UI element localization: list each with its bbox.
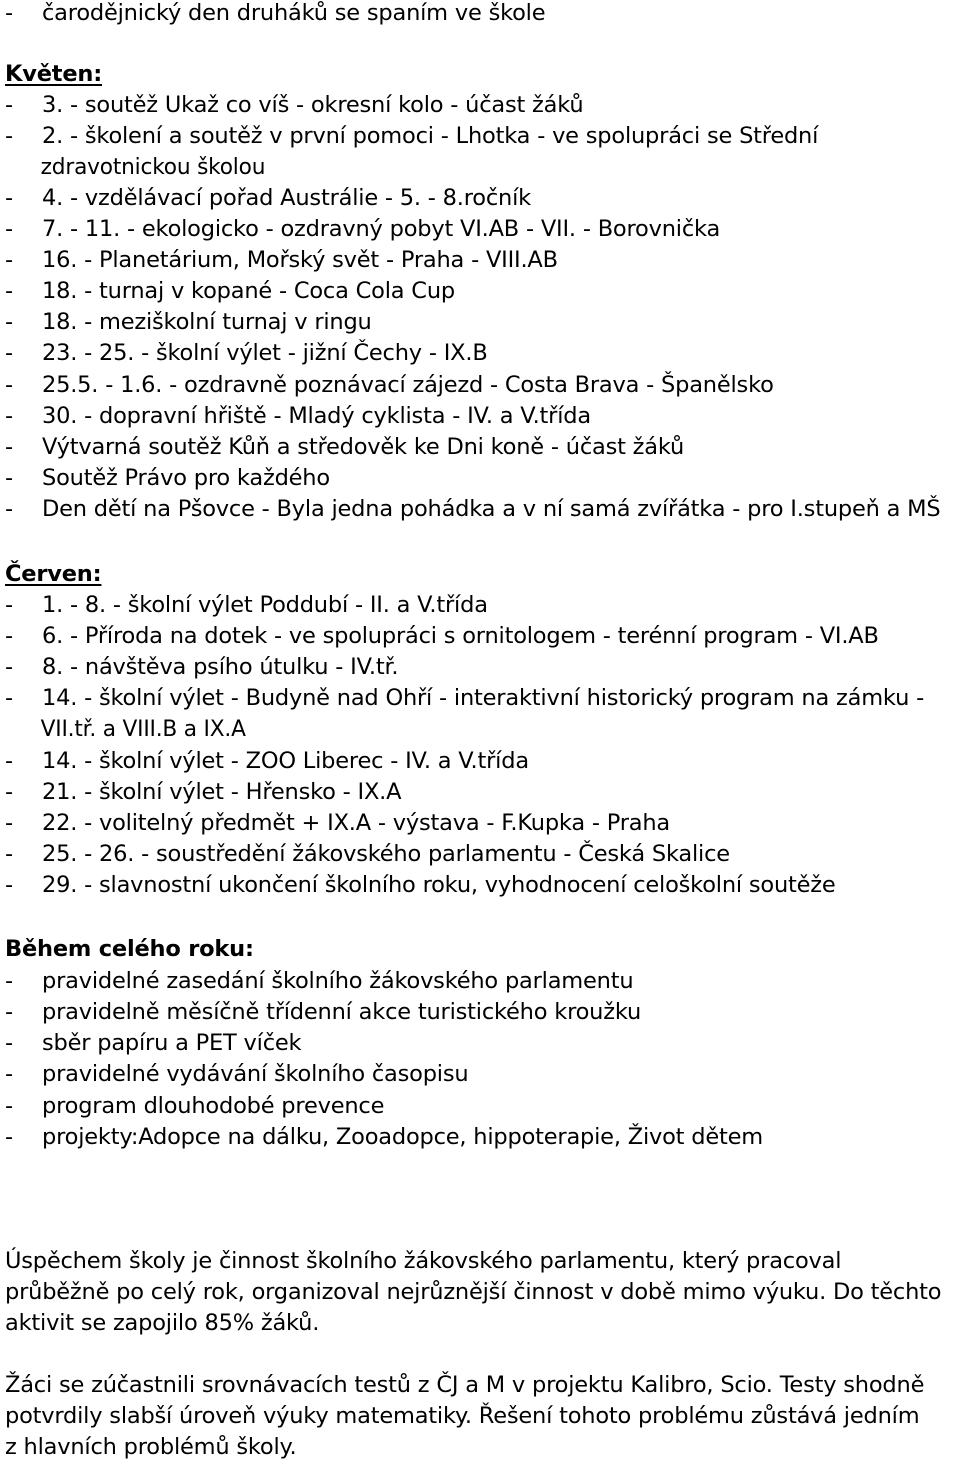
list-item-text: Soutěž Právo pro každého <box>42 465 330 491</box>
bullet-dash: - <box>5 247 13 273</box>
section-heading: Během celého roku: <box>5 936 254 962</box>
list-item-text: pravidelné vydávání školního časopisu <box>42 1061 469 1087</box>
bullet-dash: - <box>5 123 13 149</box>
list-item <box>5 839 960 870</box>
list-item <box>5 870 960 901</box>
list-item-text: 4. - vzdělávací pořad Austrálie - 5. - 8.ročník <box>42 185 531 211</box>
bullet-dash: - <box>5 434 13 460</box>
list-item-text: 14. - školní výlet - Budyně nad Ohří - interaktivní historický program na zámku - <box>42 685 924 711</box>
list-item-continuation <box>5 152 960 183</box>
list-item-text: projekty:Adopce na dálku, Zooadopce, hippoterapie, Život dětem <box>42 1124 763 1150</box>
bullet-dash: - <box>5 372 13 398</box>
list-item-text: VII.tř. a VIII.B a IX.A <box>40 716 246 742</box>
list-item-text: 25.5. - 1.6. - ozdravně poznávací zájezd - Costa Brava - Španělsko <box>42 372 774 398</box>
list-item-text: 30. - dopravní hřiště - Mladý cyklista - IV. a V.třída <box>42 403 591 429</box>
list-item-text: 23. - 25. - školní výlet - jižní Čechy - IX.B <box>42 340 488 366</box>
bullet-dash: - <box>5 403 13 429</box>
paragraph-line: z hlavních problémů školy. <box>5 1434 297 1460</box>
list-item <box>5 683 960 714</box>
section-heading: Červen: <box>5 561 102 587</box>
list-item <box>5 245 960 276</box>
list-item <box>5 432 960 463</box>
bullet-dash: - <box>5 685 13 711</box>
list-item <box>5 621 960 652</box>
paragraph-line: aktivit se zapojilo 85% žáků. <box>5 1310 320 1336</box>
paragraph-line: Úspěchem školy je činnost školního žákovského parlamentu, který pracoval <box>5 1248 842 1274</box>
list-item-text: 18. - meziškolní turnaj v ringu <box>42 309 372 335</box>
paragraph-line: Žáci se zúčastnili srovnávacích testů z ČJ a M v projektu Kalibro, Scio. Testy shodně <box>5 1372 925 1398</box>
list-item <box>5 214 960 245</box>
list-item-text: 14. - školní výlet - ZOO Liberec - IV. a V.třída <box>42 748 529 774</box>
list-item <box>5 494 960 525</box>
list-item-text: 29. - slavnostní ukončení školního roku, vyhodnocení celoškolní soutěže <box>42 872 836 898</box>
bullet-dash: - <box>5 216 13 242</box>
bullet-dash: - <box>5 841 13 867</box>
bullet-dash: - <box>5 496 13 522</box>
bullet-dash: - <box>5 92 13 118</box>
list-item <box>5 1028 960 1059</box>
bullet-dash: - <box>5 465 13 491</box>
list-item <box>5 307 960 338</box>
bullet-dash: - <box>5 340 13 366</box>
list-item <box>5 1091 960 1122</box>
bullet-dash: - <box>5 0 13 26</box>
bullet-dash: - <box>5 748 13 774</box>
list-item <box>5 590 960 621</box>
list-item-text: 21. - školní výlet - Hřensko - IX.A <box>42 779 402 805</box>
list-item <box>5 808 960 839</box>
list-item-text: pravidelně měsíčně třídenní akce turistického kroužku <box>42 999 642 1025</box>
bullet-dash: - <box>5 623 13 649</box>
list-item-text: pravidelné zasedání školního žákovského parlamentu <box>42 968 634 994</box>
bullet-dash: - <box>5 779 13 805</box>
section-heading: Květen: <box>5 61 102 87</box>
bullet-dash: - <box>5 1093 13 1119</box>
paragraph-line: potvrdily slabší úroveň výuky matematiky. Řešení tohoto problému zůstává jedním <box>5 1403 920 1429</box>
list-item-text: 22. - volitelný předmět + IX.A - výstava - F.Kupka - Praha <box>42 810 671 836</box>
list-item <box>5 370 960 401</box>
list-item-text: 6. - Příroda na dotek - ve spolupráci s ornitologem - terénní program - VI.AB <box>42 623 879 649</box>
list-item <box>5 777 960 808</box>
list-item <box>5 997 960 1028</box>
bullet-dash: - <box>5 999 13 1025</box>
list-item-text: 3. - soutěž Ukaž co víš - okresní kolo - účast žáků <box>42 92 584 118</box>
list-item-text: sběr papíru a PET víček <box>42 1030 302 1056</box>
list-item-text: Výtvarná soutěž Kůň a středověk ke Dni koně - účast žáků <box>42 434 685 460</box>
list-item-text: program dlouhodobé prevence <box>42 1093 385 1119</box>
bullet-dash: - <box>5 1124 13 1150</box>
list-item <box>5 121 960 152</box>
list-item-text: 2. - školení a soutěž v první pomoci - Lhotka - ve spolupráci se Střední <box>42 123 819 149</box>
list-item-text: 16. - Planetárium, Mořský svět - Praha - VIII.AB <box>42 247 558 273</box>
list-item <box>5 746 960 777</box>
list-item-text: 25. - 26. - soustředění žákovského parlamentu - Česká Skalice <box>42 841 730 867</box>
bullet-dash: - <box>5 309 13 335</box>
list-item <box>5 652 960 683</box>
list-item <box>5 1122 960 1153</box>
list-item-continuation <box>5 714 960 745</box>
list-item-text: 1. - 8. - školní výlet Poddubí - II. a V.třída <box>42 592 488 618</box>
list-item <box>5 90 960 121</box>
list-item <box>5 183 960 214</box>
bullet-dash: - <box>5 810 13 836</box>
paragraph-line: průběžně po celý rok, organizoval nejrůznější činnost v době mimo výuku. Do těchto <box>5 1279 942 1305</box>
bullet-dash: - <box>5 185 13 211</box>
bullet-dash: - <box>5 278 13 304</box>
bullet-dash: - <box>5 968 13 994</box>
bullet-dash: - <box>5 654 13 680</box>
list-item-text: čarodějnický den druháků se spaním ve škole <box>42 0 546 26</box>
list-item-text: zdravotnickou školou <box>40 154 266 180</box>
list-item <box>5 276 960 307</box>
list-item <box>5 338 960 369</box>
list-item <box>5 966 960 997</box>
bullet-dash: - <box>5 592 13 618</box>
list-item <box>5 401 960 432</box>
list-item-text: 8. - návštěva psího útulku - IV.tř. <box>42 654 399 680</box>
list-item-text: 7. - 11. - ekologicko - ozdravný pobyt VI.AB - VII. - Borovnička <box>42 216 721 242</box>
list-item <box>5 463 960 494</box>
list-item-text: 18. - turnaj v kopané - Coca Cola Cup <box>42 278 455 304</box>
bullet-dash: - <box>5 1030 13 1056</box>
list-item-text: Den dětí na Pšovce - Byla jedna pohádka a v ní samá zvířátka - pro I.stupeň a MŠ <box>42 496 941 522</box>
bullet-dash: - <box>5 872 13 898</box>
bullet-dash: - <box>5 1061 13 1087</box>
list-item <box>5 0 960 29</box>
list-item <box>5 1059 960 1090</box>
